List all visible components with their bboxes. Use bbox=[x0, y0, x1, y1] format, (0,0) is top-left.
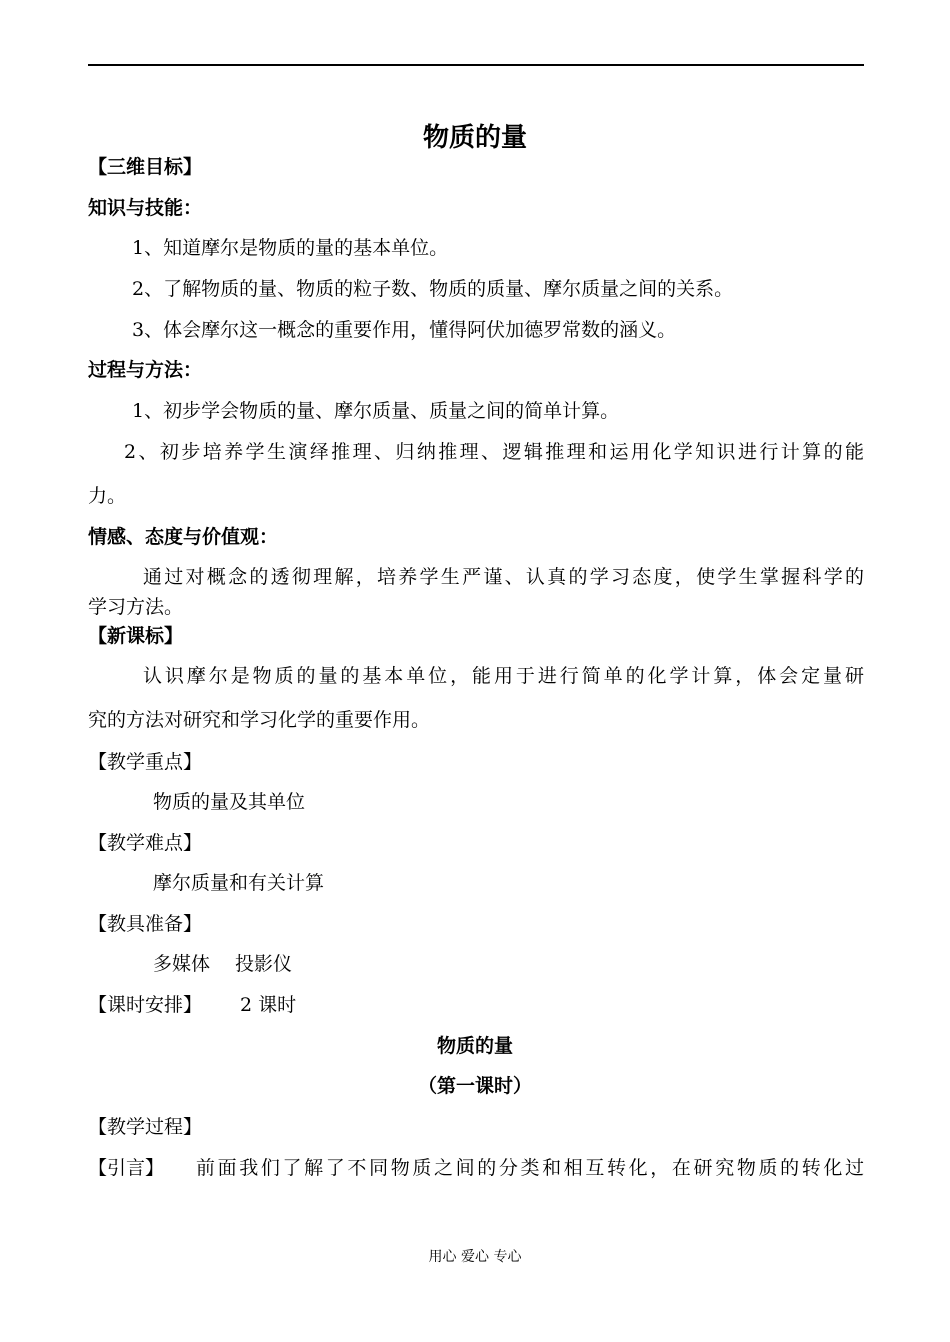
standard-line-2: 究的方法对研究和学习化学的重要作用。 bbox=[88, 709, 431, 731]
difficulty-heading: 【教学难点】 bbox=[88, 832, 203, 854]
page-title: 物质的量 bbox=[422, 123, 527, 153]
tools-heading: 【教具准备】 bbox=[88, 913, 203, 935]
emotion-line-1: 通过对概念的透彻理解，培养学生严谨、认真的学习态度，使学生掌握科学的 bbox=[143, 566, 864, 588]
standard-line-1: 认识摩尔是物质的量的基本单位，能用于进行简单的化学计算，体会定量研 bbox=[143, 665, 864, 687]
process-item-2-line-2: 力。 bbox=[88, 485, 127, 507]
process-item-2-line-1: 2、初步培养学生演绎推理、归纳推理、逻辑推理和运用化学知识进行计算的能 bbox=[124, 441, 864, 463]
tools-text: 多媒体 投影仪 bbox=[153, 953, 293, 975]
emotion-line-2: 学习方法。 bbox=[88, 596, 184, 618]
standard-heading: 【新课标】 bbox=[88, 625, 184, 647]
lesson-title: 物质的量 bbox=[436, 1035, 513, 1057]
difficulty-text: 摩尔质量和有关计算 bbox=[153, 872, 325, 894]
knowledge-item-3: 3、体会摩尔这一概念的重要作用，懂得阿伏加德罗常数的涵义。 bbox=[132, 319, 677, 341]
intro-label: 【引言】 bbox=[88, 1157, 165, 1179]
page-footer: 用心 爱心 专心 bbox=[428, 1249, 522, 1265]
intro-text: 前面我们了解了不同物质之间的分类和相互转化，在研究物质的转化过 bbox=[196, 1157, 864, 1179]
goals-heading: 【三维目标】 bbox=[88, 156, 203, 178]
knowledge-item-2: 2、了解物质的量、物质的粒子数、物质的质量、摩尔质量之间的关系。 bbox=[132, 278, 734, 300]
emotion-heading: 情感、态度与价值观： bbox=[88, 526, 279, 548]
schedule-text: 2 课时 bbox=[240, 994, 297, 1016]
process-item-1: 1、初步学会物质的量、摩尔质量、质量之间的简单计算。 bbox=[132, 400, 620, 422]
header-rule bbox=[88, 64, 864, 66]
schedule-heading: 【课时安排】 bbox=[88, 994, 203, 1016]
knowledge-heading: 知识与技能： bbox=[88, 197, 203, 219]
process-heading: 过程与方法： bbox=[88, 359, 203, 381]
key-point-heading: 【教学重点】 bbox=[88, 751, 203, 773]
key-point-text: 物质的量及其单位 bbox=[153, 791, 306, 813]
teaching-process-heading: 【教学过程】 bbox=[88, 1116, 203, 1138]
knowledge-item-1: 1、知道摩尔是物质的量的基本单位。 bbox=[132, 237, 449, 259]
lesson-subtitle: （第一课时） bbox=[417, 1075, 532, 1097]
